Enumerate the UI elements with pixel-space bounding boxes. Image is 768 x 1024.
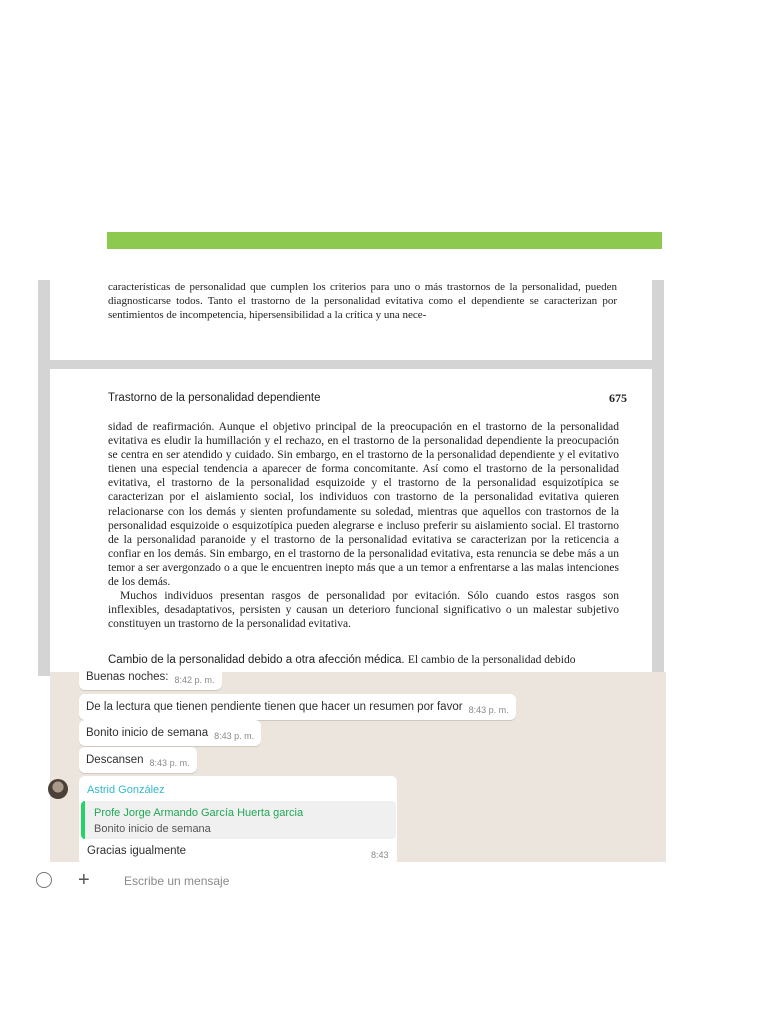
paragraph: Muchos individuos presentan rasgos de personalidad por evitación. Sólo cuando estos rasgos son inflexibles, desadaptativos, persisten y causan un deterioro funcional significativo o un malestar subjetivo constituyen un trastorno de la personalidad evitativa.	[108, 590, 619, 631]
green-accent-bar	[107, 232, 662, 249]
section-heading: Cambio de la personalidad debido a otra afección médica.	[108, 654, 405, 666]
document-page-top	[50, 280, 652, 360]
message-input-bar	[38, 862, 668, 891]
group-message-bubble[interactable]	[79, 776, 397, 866]
message-text: De la lectura que tienen pendiente tienen que hacer un resumen por favor	[86, 701, 463, 713]
message-text: Descansen	[86, 754, 144, 766]
document-viewer[interactable]	[38, 280, 664, 676]
message-bubble[interactable]	[79, 694, 516, 720]
message-text: Gracias igualmente	[87, 845, 187, 857]
paragraph: sidad de reafirmación. Aunque el objetivo principal de la preocupación en el trastorno de la personalidad evitativa es eludir la humillación y el rechazo, en el trastorno de la personalidad dependiente la preocupación se centra en ser atendido y cuidado. Sin embargo, en el trastorno de la personalidad dependiente y el evitativo tienen una especial tendencia a aparecer de forma concomitante. Así como el trastorno de la personalidad evitativa, el trastorno de la personalidad esquizoide y el trastorno de la personalidad esquizotípica se caracterizan por el aislamiento social, los individuos con trastorno de la personalidad evitativa quieren relacionarse con los demás y sienten profundamente su soledad, mientras que aquellos con trastornos de la personalidad esquizoide o esquizotípica pueden alegrarse e incluso preferir su aislamiento social. El trastorno de la personalidad paranoide y el trastorno de la personalidad evitativa se caracterizan por la reticencia a confiar en los demás. Sin embargo, en el trastorno de la personalidad evitativa, esta renuncia se debe más a un temor a ser avergonzado o a que le encuentren inepto más que a un temor a enfrentarse a las malas intenciones de los demás.	[108, 421, 619, 589]
message-time: 8:42 p. m.	[174, 675, 215, 685]
document-page-675	[50, 369, 652, 676]
section-text: El cambio de la personalidad debido	[407, 654, 576, 666]
message-bubble[interactable]	[79, 747, 197, 773]
quoted-text: Bonito inicio de semana	[94, 823, 211, 835]
message-text: Buenas noches:	[86, 671, 169, 683]
message-bubble[interactable]	[79, 720, 261, 746]
page-body	[108, 420, 619, 631]
message-text: Bonito inicio de semana	[86, 727, 209, 739]
message-input[interactable]: Escribe un mensaje	[124, 874, 230, 888]
emoji-icon[interactable]	[36, 872, 52, 888]
chat-panel[interactable]	[50, 672, 666, 862]
message-time: 8:43 p. m.	[149, 758, 190, 768]
message-time: 8:43	[371, 850, 389, 860]
avatar[interactable]	[48, 779, 68, 799]
page-number: 675	[609, 391, 627, 405]
message-bubble[interactable]	[79, 668, 222, 690]
top-page-text: características de personalidad que cumplen los criterios para uno o más trastornos de la personalidad, pueden diagnosticarse todos. Tanto el trastorno de la personalidad evitativa como el dependiente se caracterizan por sentimientos de incompetencia, hipersensibilidad a la crítica y una nece-	[108, 281, 617, 321]
quoted-sender: Profe Jorge Armando García Huerta garcia	[94, 807, 304, 819]
attach-plus-icon[interactable]: +	[78, 869, 90, 891]
message-time: 8:43 p. m.	[468, 705, 509, 715]
section-line	[108, 654, 628, 666]
quoted-message[interactable]	[81, 801, 396, 839]
message-time: 8:43 p. m.	[214, 731, 255, 741]
sender-name[interactable]: Astrid González	[87, 784, 165, 796]
running-head: Trastorno de la personalidad dependiente	[108, 392, 321, 404]
